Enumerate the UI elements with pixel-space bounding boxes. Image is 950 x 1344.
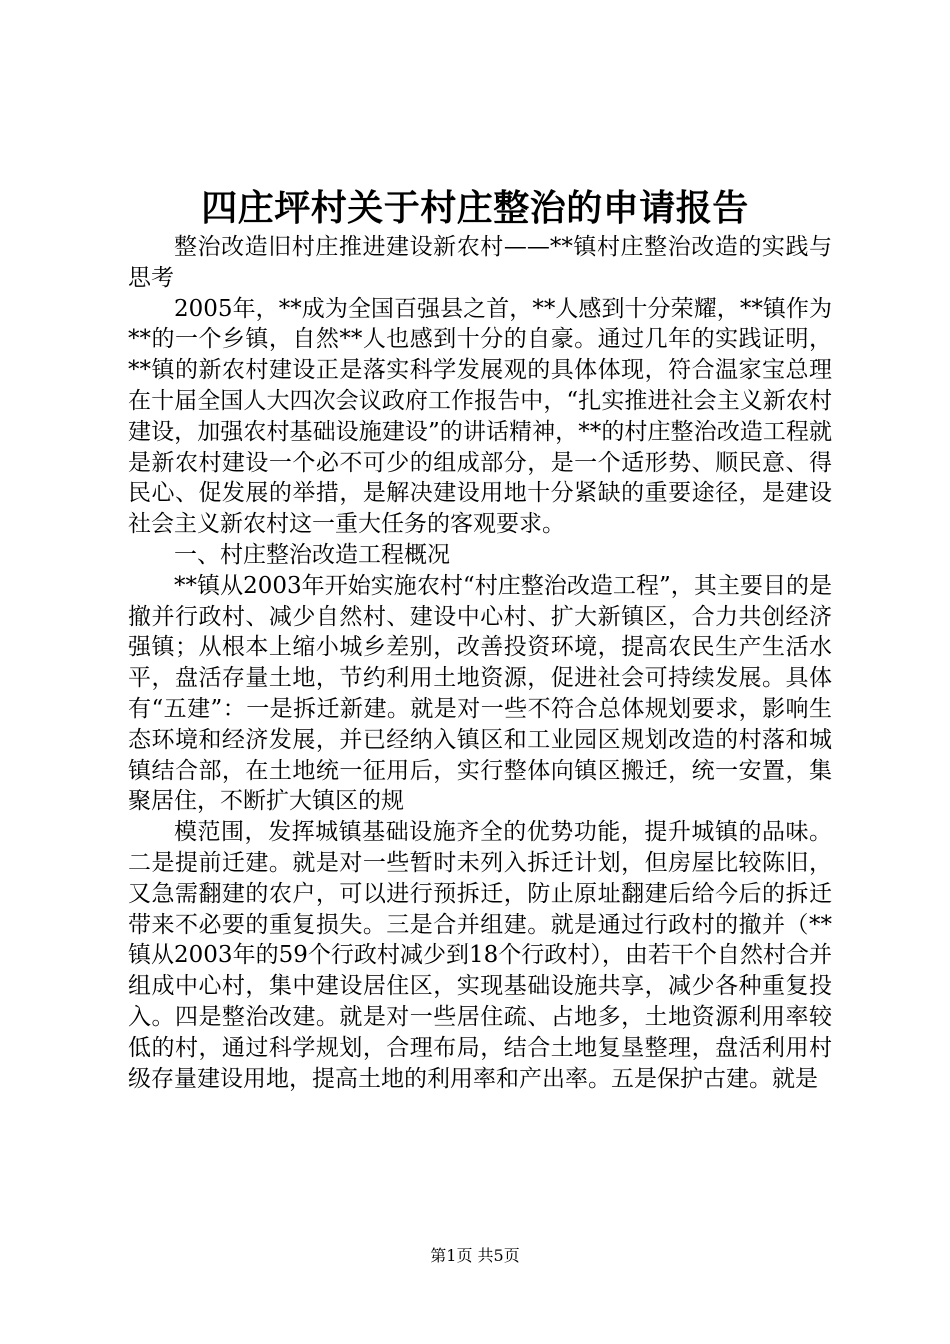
body-paragraph: **镇从2003年开始实施农村“村庄整治改造工程”，其主要目的是撤并行政村、减少自然村、建设中心村、扩大新镇区，合力共创经济强镇；从根本上缩小城乡差别，改善投资环境，提高农民生产生活水平，盘活存量土地，节约利用土地资源，促进社会可持续发展。具体有“五建”：一是拆迁新建。就是对一些不符合总体规划要求，影响生态环境和经济发展，并已经纳入镇区和工业园区规划改造的村落和城镇结合部，在土地统一征用后，实行整体向镇区搬迁，统一安置，集聚居住，不断扩大镇区的规: [128, 572, 832, 815]
body-paragraph: 2005年，**成为全国百强县之首，**人感到十分荣耀，**镇作为**的一个乡镇，自然**人也感到十分的自豪。通过几年的实践证明，**镇的新农村建设正是落实科学发展观的具体体现，符合温家宝总理在十届全国人大四次会议政府工作报告中，“扎实推进社会主义新农村建设，加强农村基础设施建设”的讲话精神，**的村庄整治改造工程就是新农村建设一个必不可少的组成部分，是一个适形势、顺民意、得民心、促发展的举措，是解决建设用地十分紧缺的重要途径，是建设社会主义新农村这一重大任务的客观要求。: [128, 295, 832, 538]
document-title: 四庄坪村关于村庄整治的申请报告: [201, 187, 749, 229]
subtitle-paragraph: 整治改造旧村庄推进建设新农村——**镇村庄整治改造的实践与思考: [128, 234, 832, 291]
page-number-footer: 第1页 共5页: [430, 1246, 520, 1265]
body-paragraph: 模范围，发挥城镇基础设施齐全的优势功能，提升城镇的品味。二是提前迁建。就是对一些暂时未列入拆迁计划，但房屋比较陈旧，又急需翻建的农户，可以进行预拆迁，防止原址翻建后给今后的拆迁带来不必要的重复损失。三是合并组建。就是通过行政村的撤并（**镇从2003年的59个行政村减少到18个行政村），由若干个自然村合并组成中心村，集中建设居住区，实现基础设施共享，减少各种重复投入。四是整治改建。就是对一些居住疏、占地多，土地资源利用率较低的村，通过科学规划，合理布局，结合土地复垦整理，盘活利用村级存量建设用地，提高土地的利用率和产出率。五是保护古建。就是: [128, 819, 832, 1092]
section-heading: 一、村庄整治改造工程概况: [174, 541, 450, 568]
document-body: [128, 232, 832, 1094]
